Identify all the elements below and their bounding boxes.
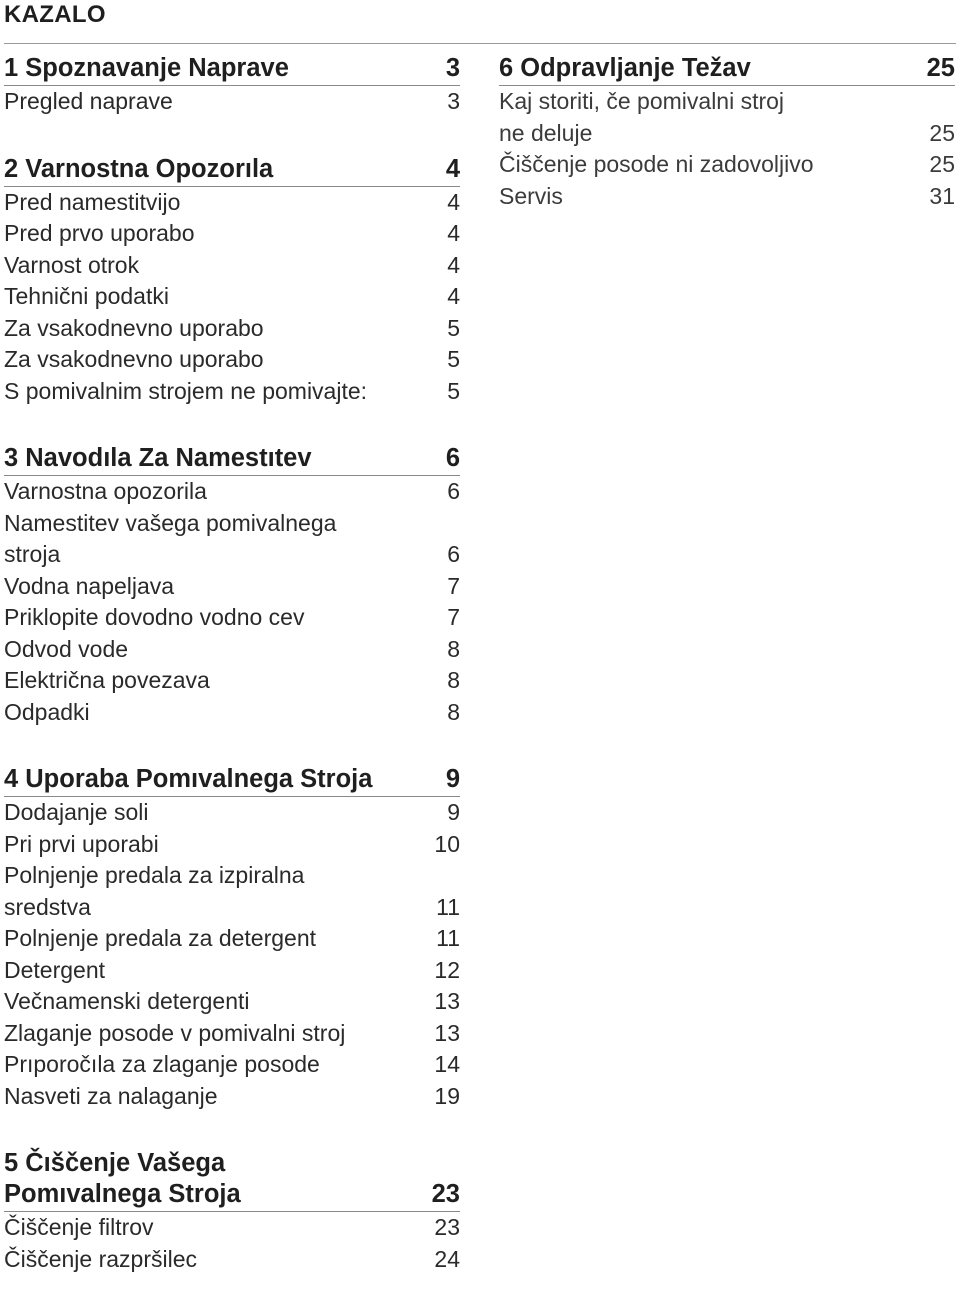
toc-entry[interactable] bbox=[4, 923, 460, 955]
toc-entry[interactable] bbox=[499, 181, 955, 213]
toc-entry-label: Večnamenski detergenti bbox=[4, 988, 250, 1014]
toc-entry[interactable] bbox=[4, 986, 460, 1018]
toc-entry-label: Električna povezava bbox=[4, 667, 210, 693]
toc-entry-label: Detergent bbox=[4, 956, 106, 983]
section-heading[interactable] bbox=[4, 154, 460, 187]
toc-entry-page-number: 31 bbox=[929, 182, 955, 209]
toc-entry-label: Pred prvo uporabo bbox=[4, 220, 195, 246]
toc-entry-label: Varnostna opozorila bbox=[4, 478, 207, 504]
toc-entry[interactable] bbox=[4, 665, 460, 697]
section-heading[interactable] bbox=[4, 764, 460, 797]
toc-entry-label: Za vsakodnevno uporabo bbox=[4, 314, 264, 341]
toc-entry[interactable] bbox=[4, 250, 460, 282]
toc-entry-page-number: 7 bbox=[447, 572, 460, 599]
toc-entry-page-number: 5 bbox=[447, 346, 460, 372]
toc-entry-label: Prıporočıla za zlaganje posode bbox=[4, 1051, 320, 1077]
toc-section bbox=[4, 53, 460, 118]
toc-entry-label: Polnjenje predala za izpiralna sredstva bbox=[4, 862, 305, 920]
toc-entry[interactable] bbox=[4, 281, 460, 313]
toc-entry-label: Vodna napeljava bbox=[4, 572, 175, 599]
toc-entry-page-number: 19 bbox=[434, 1082, 460, 1109]
toc-entry-page-number: 4 bbox=[447, 188, 460, 215]
section-heading[interactable] bbox=[4, 53, 460, 86]
toc-entry-page-number: 5 bbox=[447, 377, 460, 404]
toc-entry[interactable] bbox=[4, 1049, 460, 1081]
toc-entry-label: Zlaganje posode v pomivalni stroj bbox=[4, 1019, 346, 1046]
section-heading[interactable] bbox=[4, 1148, 460, 1212]
toc-entry-page-number: 14 bbox=[434, 1051, 460, 1077]
toc-entry-page-number: 23 bbox=[434, 1214, 460, 1240]
toc-entry-label: Kaj storiti, če pomivalni stroj ne deluje bbox=[499, 88, 785, 146]
section-heading-title: 1 Spoznavanje Naprave bbox=[4, 54, 289, 82]
toc-entry-page-number: 8 bbox=[447, 635, 460, 662]
toc-entry-page-number: 10 bbox=[434, 830, 460, 857]
toc-entry-page-number: 3 bbox=[447, 88, 460, 114]
toc-entry-label: Priklopite dovodno vodno cev bbox=[4, 604, 305, 630]
toc-entry[interactable] bbox=[4, 344, 460, 376]
toc-entry[interactable] bbox=[4, 955, 460, 987]
toc-entry-page-number: 12 bbox=[434, 956, 460, 983]
section-heading-title: 5 Čıščenje Vašega Pomıvalnega Stroja bbox=[4, 1149, 241, 1208]
section-heading[interactable] bbox=[499, 53, 955, 86]
toc-entry[interactable] bbox=[4, 797, 460, 829]
toc-entry-label: Varnost otrok bbox=[4, 251, 140, 278]
section-heading-page-number: 6 bbox=[445, 444, 460, 472]
toc-entry-page-number: 9 bbox=[447, 799, 460, 825]
toc-entry-label: Tehnični podatki bbox=[4, 283, 169, 309]
section-heading-page-number: 4 bbox=[445, 154, 460, 183]
toc-entry-page-number: 13 bbox=[434, 988, 460, 1014]
toc-entry-page-number: 6 bbox=[447, 478, 460, 504]
toc-entry[interactable] bbox=[499, 149, 955, 181]
toc-entry-label: Pri prvi uporabi bbox=[4, 830, 159, 857]
toc-entry-page-number: 5 bbox=[447, 314, 460, 341]
toc-entry-page-number: 8 bbox=[447, 667, 460, 693]
toc-entry[interactable] bbox=[4, 313, 460, 345]
toc-entry-page-number: 11 bbox=[436, 893, 460, 920]
toc-entry-label: Dodajanje soli bbox=[4, 799, 149, 825]
toc-entry-page-number: 25 bbox=[929, 151, 955, 177]
toc-right-column bbox=[499, 53, 955, 248]
toc-entry[interactable] bbox=[4, 508, 460, 571]
toc-entry-label: Čiščenje razpršilec bbox=[4, 1245, 198, 1272]
section-heading-title: 2 Varnostna Opozorıla bbox=[4, 154, 274, 183]
toc-entry-page-number: 6 bbox=[447, 541, 460, 567]
toc-section bbox=[4, 154, 460, 408]
toc-entry-page-number: 13 bbox=[434, 1019, 460, 1046]
toc-entry[interactable] bbox=[4, 1212, 460, 1244]
toc-entry-page-number: 4 bbox=[447, 220, 460, 246]
toc-entry-label: Za vsakodnevno uporabo bbox=[4, 346, 264, 372]
toc-entry-label: Odvod vode bbox=[4, 635, 129, 662]
toc-entry-label: Nasveti za nalaganje bbox=[4, 1082, 218, 1109]
toc-entry-page-number: 4 bbox=[447, 283, 460, 309]
toc-entry-page-number: 11 bbox=[436, 925, 460, 951]
section-heading-page-number: 3 bbox=[445, 54, 460, 82]
toc-entry[interactable] bbox=[499, 86, 955, 149]
toc-entry[interactable] bbox=[4, 1018, 460, 1050]
toc-entry-label: Servis bbox=[499, 182, 563, 209]
section-heading-title: 4 Uporaba Pomıvalnega Stroja bbox=[4, 765, 373, 793]
toc-entry-page-number: 25 bbox=[929, 119, 955, 146]
toc-left-column bbox=[4, 53, 460, 1311]
toc-entry-label: Pregled naprave bbox=[4, 88, 173, 114]
toc-entry[interactable] bbox=[4, 376, 460, 408]
toc-section bbox=[499, 53, 955, 212]
toc-entry[interactable] bbox=[4, 476, 460, 508]
toc-section bbox=[4, 764, 460, 1112]
toc-entry[interactable] bbox=[4, 829, 460, 861]
toc-entry-page-number: 7 bbox=[447, 604, 460, 630]
toc-entry-label: Namestitev vašega pomivalnega stroja bbox=[4, 509, 337, 567]
toc-entry[interactable] bbox=[4, 1081, 460, 1113]
toc-entry-page-number: 4 bbox=[447, 251, 460, 278]
toc-entry[interactable] bbox=[4, 1244, 460, 1276]
toc-entry-label: Čiščenje filtrov bbox=[4, 1214, 154, 1240]
toc-section bbox=[4, 1148, 460, 1275]
section-heading[interactable] bbox=[4, 443, 460, 476]
toc-entry-label: Čiščenje posode ni zadovoljivo bbox=[499, 151, 814, 177]
toc-entry[interactable] bbox=[4, 602, 460, 634]
section-heading-page-number: 9 bbox=[445, 765, 460, 793]
toc-entry-label: S pomivalnim strojem ne pomivajte: bbox=[4, 377, 368, 404]
toc-title: KAZALO bbox=[4, 1, 106, 28]
toc-entry[interactable] bbox=[4, 571, 460, 603]
section-heading-title: 6 Odpravljanje Težav bbox=[499, 54, 751, 82]
toc-entry-label: Pred namestitvijo bbox=[4, 188, 181, 215]
toc-entry[interactable] bbox=[4, 86, 460, 118]
toc-entry[interactable] bbox=[4, 218, 460, 250]
toc-entry[interactable] bbox=[4, 697, 460, 729]
section-heading-page-number: 23 bbox=[431, 1180, 460, 1208]
section-heading-title: 3 Navodıla Za Namestıtev bbox=[4, 444, 312, 472]
toc-entry-label: Odpadki bbox=[4, 698, 90, 725]
title-divider bbox=[4, 43, 956, 44]
toc-entry-page-number: 24 bbox=[434, 1245, 460, 1272]
toc-entry[interactable] bbox=[4, 860, 460, 923]
toc-entry-page-number: 8 bbox=[447, 698, 460, 725]
toc-entry-label: Polnjenje predala za detergent bbox=[4, 925, 317, 951]
toc-section bbox=[4, 443, 460, 728]
toc-entry[interactable] bbox=[4, 187, 460, 219]
section-heading-page-number: 25 bbox=[926, 54, 955, 82]
toc-entry[interactable] bbox=[4, 634, 460, 666]
